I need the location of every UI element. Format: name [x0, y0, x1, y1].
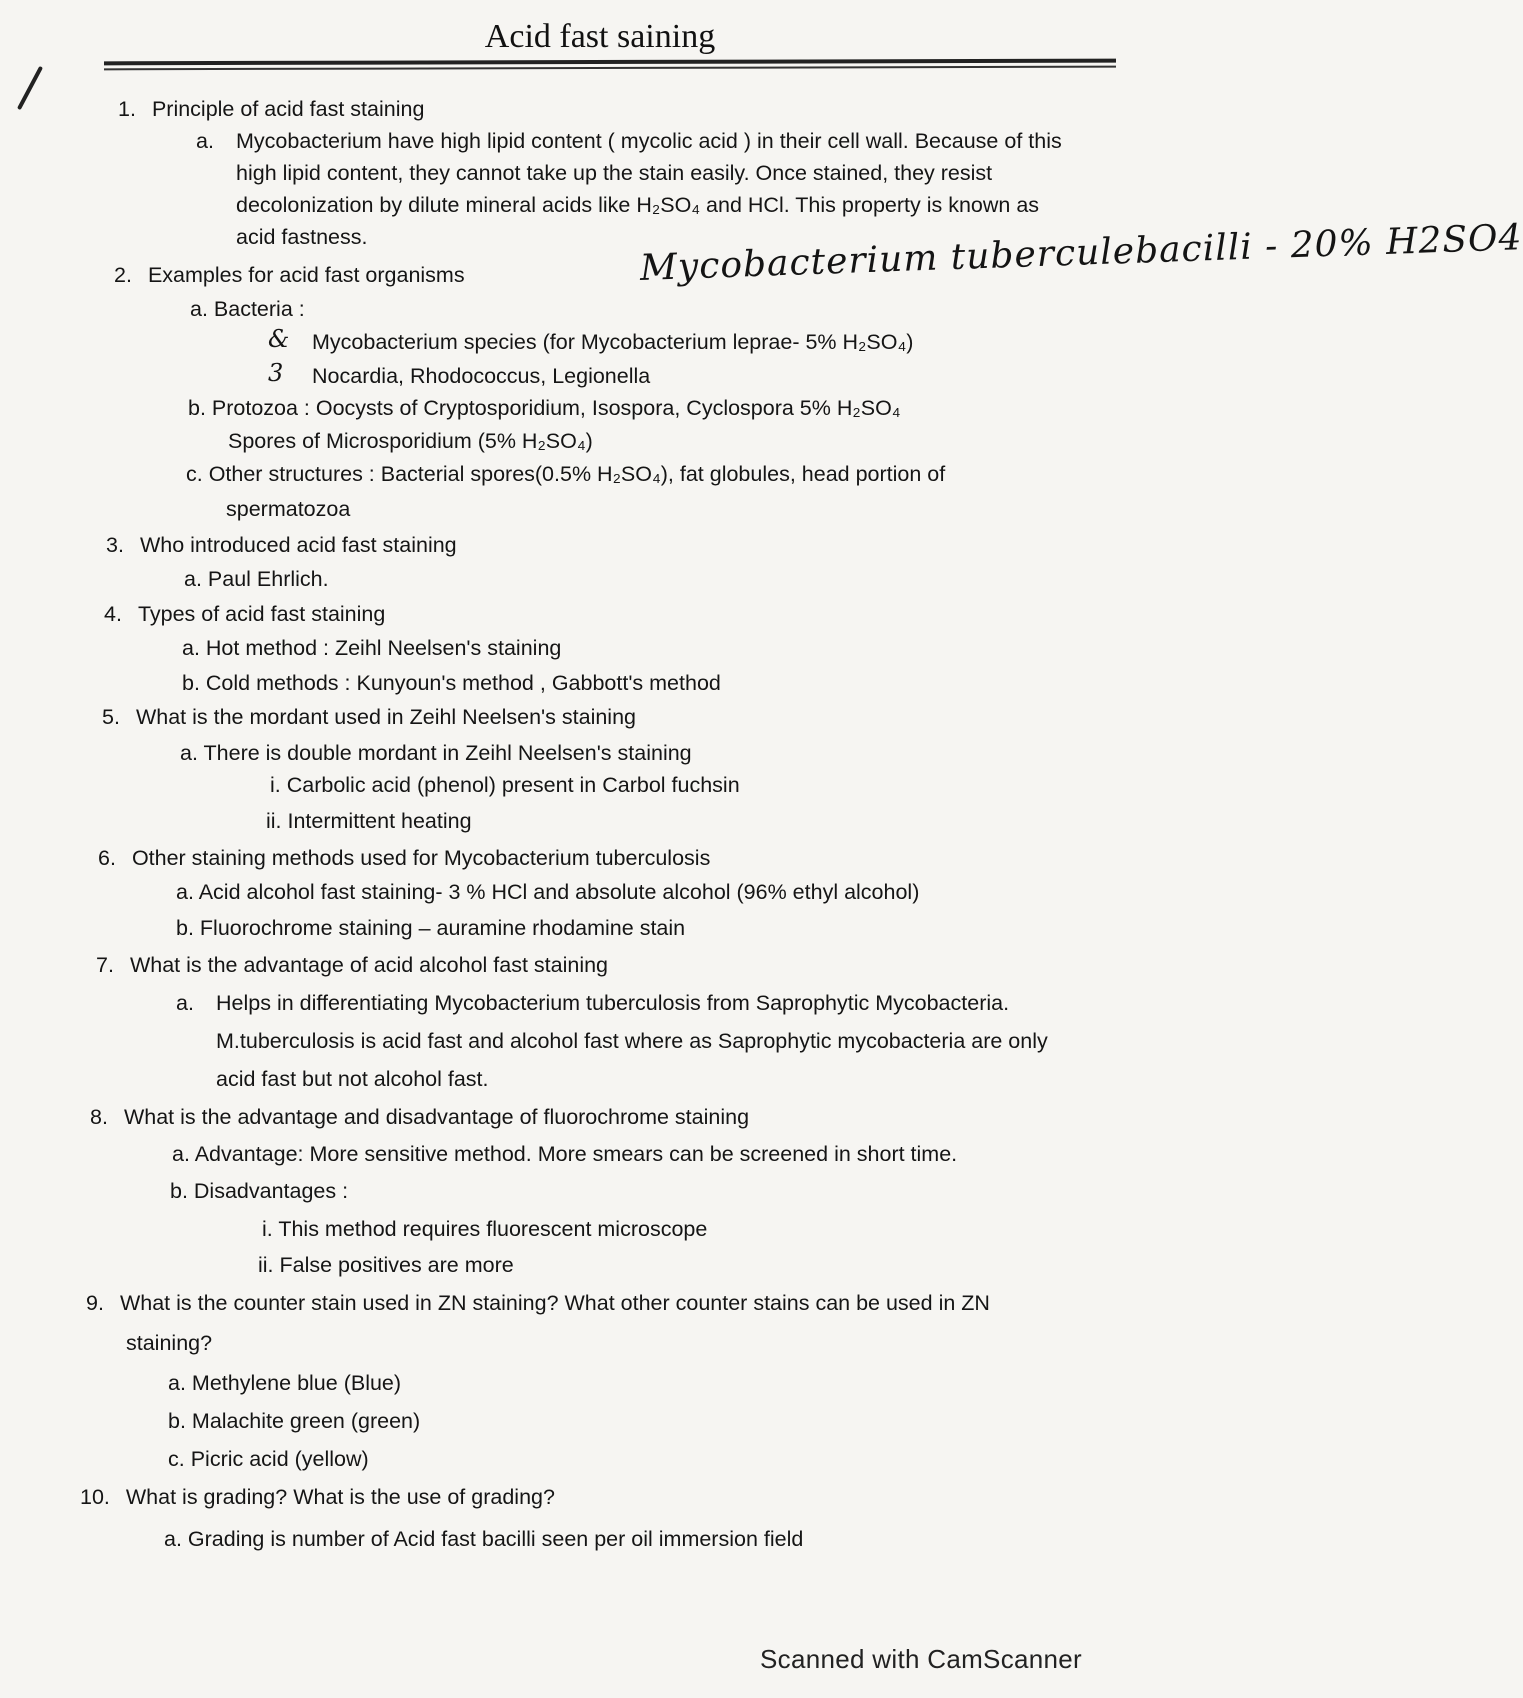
section-7-a-line-1: Helps in differentiating Mycobacterium tuberculosis from Saprophytic Mycobacteria.: [216, 991, 1010, 1015]
section-9-b: b. Malachite green (green): [168, 1409, 421, 1433]
section-7-a-line-2: M.tuberculosis is acid fast and alcohol fast where as Saprophytic mycobacteria are only: [216, 1029, 1048, 1053]
section-8-b: b. Disadvantages :: [170, 1179, 349, 1203]
section-5-heading: 5. What is the mordant used in Zeihl Neelsen's staining: [102, 705, 636, 729]
section-9-heading: 9. What is the counter stain used in ZN staining? What other counter stains can be used in ZN: [86, 1291, 990, 1315]
section-7-a-label: a.: [176, 991, 194, 1015]
section-4-a: a. Hot method : Zeihl Neelsen's staining: [182, 636, 562, 660]
section-5-i: i. Carbolic acid (phenol) present in Carbol fuchsin: [270, 773, 740, 797]
title-underline: [104, 59, 1116, 66]
handwritten-bullet-1: &: [268, 325, 290, 353]
handwritten-annotation: Mycobacterium tuberculebacilli - 20% H2SO4: [639, 217, 1523, 289]
section-8-a: a. Advantage: More sensitive method. More smears can be screened in short time.: [172, 1142, 958, 1166]
section-9-a: a. Methylene blue (Blue): [168, 1371, 402, 1395]
section-2-b-line-2: Spores of Microsporidium (5% H₂SO₄): [228, 429, 593, 453]
page-title: Acid fast saining: [484, 18, 716, 55]
section-1-a-line-4: acid fastness.: [236, 225, 368, 249]
section-2-a-item-2: Nocardia, Rhodococcus, Legionella: [312, 364, 651, 388]
section-7-heading: 7. What is the advantage of acid alcohol fast staining: [96, 953, 609, 977]
section-6-b: b. Fluorochrome staining – auramine rhodamine stain: [176, 916, 686, 940]
section-8-ii: ii. False positives are more: [258, 1253, 514, 1277]
section-4-b: b. Cold methods : Kunyoun's method , Gabbott's method: [182, 671, 721, 695]
section-8-i: i. This method requires fluorescent microscope: [262, 1217, 708, 1241]
section-7-a-line-3: acid fast but not alcohol fast.: [216, 1067, 489, 1091]
section-2-b: b. Protozoa : Oocysts of Cryptosporidium, Isospora, Cyclospora 5% H₂SO₄: [188, 396, 901, 420]
section-2-c: c. Other structures : Bacterial spores(0.5% H₂SO₄), fat globules, head portion of: [186, 462, 946, 486]
pen-stroke-mark: [17, 66, 43, 110]
handwritten-bullet-2: 3: [268, 359, 284, 387]
section-5-ii: ii. Intermittent heating: [266, 809, 472, 833]
section-10-heading: 10. What is grading? What is the use of grading?: [80, 1485, 555, 1509]
section-6-a: a. Acid alcohol fast staining- 3 % HCl and absolute alcohol (96% ethyl alcohol): [176, 880, 920, 904]
section-5-a: a. There is double mordant in Zeihl Neelsen's staining: [180, 741, 692, 765]
section-1-a-label: a.: [196, 129, 214, 153]
section-1-a-line-3: decolonization by dilute mineral acids like H₂SO₄ and HCl. This property is known as: [236, 193, 1040, 217]
section-6-heading: 6. Other staining methods used for Mycobacterium tuberculosis: [98, 846, 711, 870]
section-1-a-line-1: Mycobacterium have high lipid content ( mycolic acid ) in their cell wall. Because of this: [236, 129, 1062, 153]
section-9-heading-line-2: staining?: [126, 1331, 213, 1355]
section-1-a-line-2: high lipid content, they cannot take up the stain easily. Once stained, they resist: [236, 161, 993, 185]
title-underline-secondary: [104, 66, 1116, 71]
section-9-c: c. Picric acid (yellow): [168, 1447, 369, 1471]
scanner-watermark: Scanned with CamScanner: [760, 1644, 1082, 1674]
section-2-heading: 2. Examples for acid fast organisms: [114, 263, 465, 287]
section-2-a: a. Bacteria :: [190, 297, 305, 321]
section-3-a: a. Paul Ehrlich.: [184, 567, 329, 591]
section-2-c-line-2: spermatozoa: [226, 497, 351, 521]
section-8-heading: 8. What is the advantage and disadvantage of fluorochrome staining: [90, 1105, 750, 1129]
section-10-a: a. Grading is number of Acid fast bacilli seen per oil immersion field: [164, 1527, 804, 1551]
section-4-heading: 4. Types of acid fast staining: [104, 602, 386, 626]
section-2-a-item-1: Mycobacterium species (for Mycobacterium leprae- 5% H₂SO₄): [312, 330, 914, 354]
section-3-heading: 3. Who introduced acid fast staining: [106, 533, 457, 557]
section-1-heading: 1. Principle of acid fast staining: [118, 97, 425, 121]
